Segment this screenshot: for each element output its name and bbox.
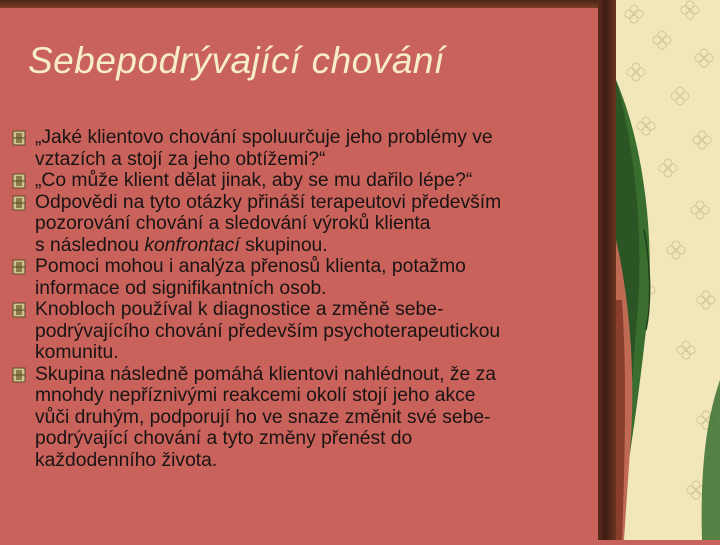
bullet-item [12, 192, 612, 257]
bullet-text-line: vůči druhým, podporují ho ve snaze změnit své sebe- [35, 406, 491, 428]
bullet-text-line: Pomoci mohou i analýza přenosů klienta, potažmo [35, 256, 466, 277]
ornate-bullet-icon [12, 302, 26, 318]
bullet-item [12, 170, 612, 192]
bullet-text-line: podrývající chování a tyto změny přenést do [35, 428, 413, 449]
bullet-text-line: mnohdy nepříznivými reakcemi okolí stojí jeho akce [35, 385, 476, 406]
bullet-text-line: „Jaké klientovo chování spoluurčuje jeho problémy ve [35, 127, 493, 148]
bullet-text-line: každodenního života. [35, 449, 218, 471]
bullet-text-line: Knobloch používal k diagnostice a změně sebe- [35, 299, 444, 320]
bullet-text-line: Skupina následně pomáhá klientovi nahlédnout, že za [35, 363, 496, 385]
bullet-text-line: pozorování chování a sledování výroků klienta [35, 213, 431, 234]
bullet-text-line [35, 235, 612, 257]
bullet-text-line: vztazích a stojí za jeho obtížemi?“ [35, 148, 326, 170]
bullet-text-line: Odpovědi na tyto otázky přináší terapeutovi především [35, 191, 502, 213]
decorative-panel [616, 0, 720, 540]
bullet-text-line: „Co může klient dělat jinak, aby se mu dařilo lépe?“ [35, 170, 473, 191]
bullet-item [12, 299, 612, 364]
ornate-bullet-icon [12, 195, 26, 211]
bullet-text-line: podrývajícího chování především psychoterapeutickou [35, 320, 501, 342]
top-frame-border [0, 0, 616, 8]
text-fragment: s následnou [35, 234, 145, 256]
bullet-item [12, 256, 612, 299]
slide-title: Sebepodrývající chování [28, 40, 445, 81]
bullet-item [12, 364, 612, 472]
ornate-bullet-icon [12, 173, 26, 189]
ornate-bullet-icon [12, 259, 26, 275]
bullet-text-line: komunitu. [35, 342, 119, 363]
ornate-bullet-icon [12, 367, 26, 383]
text-fragment: skupinou. [239, 234, 328, 256]
bullet-list [12, 127, 612, 471]
ornate-bullet-icon [12, 130, 26, 146]
decorative-floral-art [616, 0, 720, 540]
bullet-text-line: informace od signifikantních osob. [35, 277, 327, 299]
emphasized-term: konfrontací [144, 234, 240, 256]
bullet-item [12, 127, 612, 170]
